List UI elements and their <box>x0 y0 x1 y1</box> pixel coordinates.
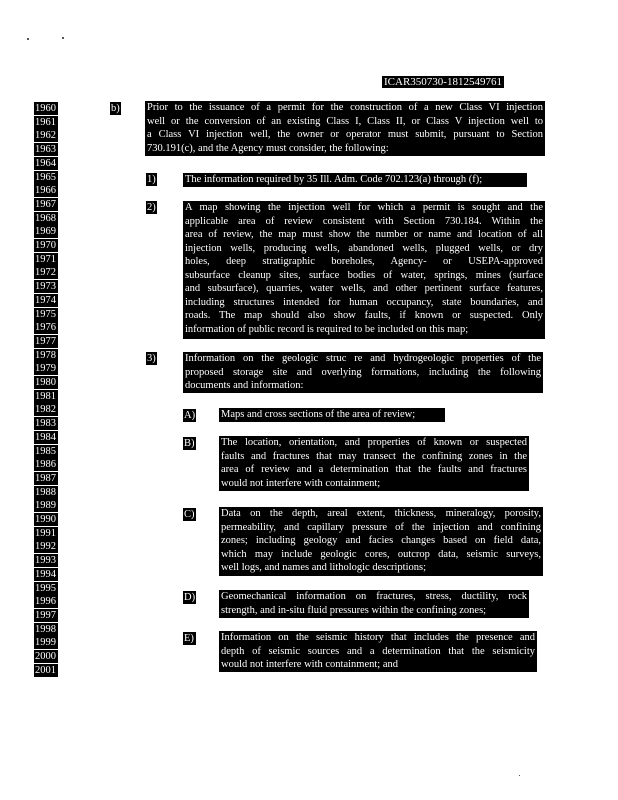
scan-speck <box>62 37 64 39</box>
text-line: The information required by 35 Ill. Adm. Code 702.123(a) through (f); <box>185 174 483 185</box>
line-number: 1990 <box>35 514 56 525</box>
text-line: zones; including geology and facies changes based on field data, <box>221 535 541 546</box>
line-number: 1965 <box>35 171 56 183</box>
line-number: 1979 <box>35 363 56 375</box>
text-line: permeability, and capillary pressure of the injection and confining <box>221 521 541 533</box>
line-number: 1985 <box>35 445 56 457</box>
line-number: 1993 <box>35 555 56 567</box>
subitem-e-marker: E) <box>183 632 196 645</box>
subitem-d-marker: D) <box>184 592 196 603</box>
line-number: 1989 <box>35 500 56 512</box>
subitem-e-paragraph <box>219 631 537 672</box>
line-number: 1977 <box>35 335 56 347</box>
text-line: strength, and in-situ fluid pressures within the confining zones; <box>221 604 487 616</box>
text-line: information of public record is required to be included on this map; <box>185 323 469 335</box>
item-1-paragraph <box>183 173 527 187</box>
text-line: area of review, the map must show the number or name and location of all <box>185 229 543 240</box>
line-number: 1971 <box>35 253 56 265</box>
line-number: 1962 <box>35 130 56 142</box>
text-line: subsurface cleanup sites, surface bodies of water, springs, mines (surface <box>185 269 543 281</box>
text-line: including structures intended for human occupancy, state boundaries, and <box>185 296 543 308</box>
text-line: Data on the depth, areal extent, thickness, mineralogy, porosity, <box>221 508 541 519</box>
line-number: 1976 <box>35 322 56 334</box>
section-b-marker: b) <box>111 103 120 114</box>
item-3-marker: 3) <box>147 353 156 364</box>
line-number: 1994 <box>35 568 56 580</box>
subitem-a-marker: A) <box>184 410 196 421</box>
line-number: 1969 <box>35 226 56 238</box>
line-number: 1974 <box>35 294 56 306</box>
line-number: 1996 <box>35 596 56 608</box>
line-number: 1984 <box>35 431 56 443</box>
line-number: 1983 <box>35 418 56 430</box>
subitem-b-paragraph <box>219 436 529 491</box>
line-number: 1964 <box>35 157 56 169</box>
line-number: 1966 <box>35 185 56 197</box>
line-number: 1963 <box>35 144 56 156</box>
text-line: which may include geologic cores, outcrop data, seismic surveys, <box>221 548 541 560</box>
line-number: 1978 <box>35 349 56 361</box>
text-line: The location, orientation, and properties of known or suspected <box>221 437 527 448</box>
subitem-a-paragraph <box>219 408 445 422</box>
text-line: and subsurface), quarries, water wells, and other pertinent surface features, <box>185 283 543 294</box>
text-line: documents and information: <box>185 380 304 391</box>
document-id-header: ICAR350730-1812549761 <box>384 76 502 88</box>
text-line: Geomechanical information on fractures, stress, ductility, rock <box>221 591 527 602</box>
line-number: 1995 <box>35 582 56 594</box>
line-number: 1967 <box>35 198 56 210</box>
line-number: 1997 <box>35 609 56 621</box>
text-line: applicable area of review consistent with Section 730.184. Within the <box>185 215 543 227</box>
text-line: roads. The map should also show faults, if known or suspected. Only <box>185 310 543 321</box>
section-b-paragraph <box>145 101 545 156</box>
text-line: 730.191(c), and the Agency must consider, the following: <box>147 142 389 154</box>
subitem-d-paragraph <box>219 590 529 618</box>
line-number: 1970 <box>35 240 56 251</box>
text-line: depth of seismic sources and a determination that the seismicity <box>221 645 535 657</box>
line-number: 1998 <box>35 623 56 635</box>
text-line: proposed storage site and overlying formations, including the following <box>185 366 541 378</box>
line-number: 1986 <box>35 459 56 471</box>
text-line: injection wells, producing wells, abandoned wells, plugged wells, or dry <box>185 242 543 254</box>
text-line: Prior to the issuance of a permit for the construction of a new Class VI injection <box>147 102 543 113</box>
line-number: 1972 <box>35 267 56 279</box>
subitem-b-marker: B) <box>184 438 195 449</box>
scan-speck <box>27 38 29 40</box>
line-number: 1992 <box>35 541 56 553</box>
line-number: 1991 <box>35 527 56 539</box>
text-line: Information on the seismic history that includes the presence and <box>221 632 535 643</box>
text-line: a Class VI injection well, the owner or operator must submit, pursuant to Section <box>147 129 543 140</box>
subitem-c-marker: C) <box>184 509 195 520</box>
line-number: 1988 <box>35 486 56 498</box>
line-number: 2001 <box>35 664 56 676</box>
line-number: 1982 <box>35 404 56 416</box>
line-number: 1975 <box>35 308 56 320</box>
item-3-paragraph <box>183 352 543 393</box>
scan-speck <box>519 775 520 776</box>
item-1-marker: 1) <box>147 174 156 185</box>
text-line: faults and fractures that may transect the confining zones in the <box>221 450 527 462</box>
line-number: 2000 <box>35 651 56 662</box>
text-line: holes, deep stratigraphic boreholes, Agency- or USEPA-approved <box>185 256 543 267</box>
text-line: would not interfere with containment; and <box>221 659 398 670</box>
line-number: 1973 <box>35 281 56 293</box>
text-line: Information on the geologic struc re and hydrogeologic properties of the <box>185 353 541 364</box>
subitem-c-paragraph <box>219 507 543 576</box>
text-line: well or the conversion of an existing Class I, Class II, or Class V injection well to <box>147 115 543 127</box>
item-2-marker: 2) <box>147 202 156 213</box>
line-number: 1999 <box>35 637 56 649</box>
line-number: 1968 <box>35 212 56 224</box>
text-line: Maps and cross sections of the area of review; <box>221 409 416 420</box>
line-number: 1981 <box>35 390 56 402</box>
text-line: would not interfere with containment; <box>221 477 381 489</box>
text-line: A map showing the injection well for which a permit is sought and the <box>185 202 543 213</box>
line-number: 1960 <box>35 103 56 114</box>
line-number: 1987 <box>35 472 56 484</box>
text-line: well logs, and names and lithologic descriptions; <box>221 562 427 573</box>
line-number: 1980 <box>35 377 56 388</box>
line-number: 1961 <box>35 116 56 128</box>
text-line: area of review and a determination that the faults and fractures <box>221 464 527 475</box>
item-2-paragraph <box>183 201 545 339</box>
